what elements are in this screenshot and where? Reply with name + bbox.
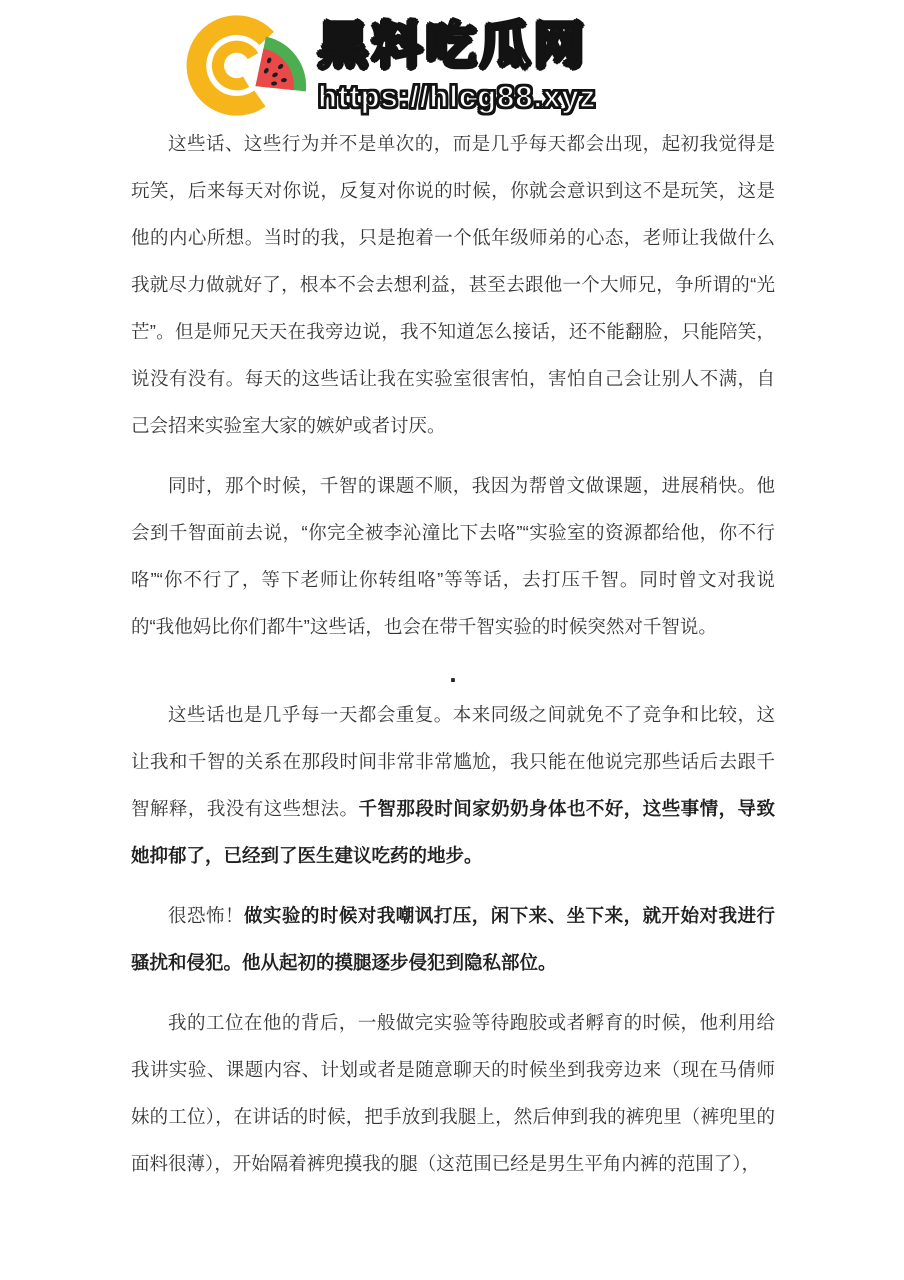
separator-dot: .	[449, 658, 457, 688]
paragraph-6	[131, 999, 775, 1187]
site-logo[interactable]	[186, 13, 904, 118]
paragraph-text: 我的工位在他的背后，一般做完实验等待跑胶或者孵育的时候，他利用给我讲实验、课题内容、计划或者是随意聊天的时候坐到我旁边来（现在马倩师妹的工位），在讲话的时候，把手放到我腿上，然后伸到我的裤兜里（裤兜里的面料很薄），开始隔着裤兜摸我的腿（这范围已经是男生平角内裤的范围了），	[131, 1012, 775, 1174]
paragraph-text-bold: 千智那段时间家奶奶身体也不好，这些事情，导致她抑郁了，已经到了医生建议吃药的地步。	[131, 798, 775, 866]
paragraph-5	[131, 892, 775, 986]
paragraph-4	[131, 691, 775, 879]
paragraph-2	[131, 462, 775, 650]
site-url-link[interactable]: https://hlcg88.xyz	[318, 79, 597, 114]
paragraph-1	[131, 120, 775, 449]
article-body	[131, 120, 775, 1187]
logo-text	[318, 13, 596, 115]
site-header	[0, 0, 904, 118]
paragraph-text: 很恐怖！	[168, 905, 244, 926]
paragraph-text: 这些话也是几乎每一天都会重复。本来同级之间就免不了竞争和比较，这让我和千智的关系在那段时间非常非常尴尬，我只能在他说完那些话后去跟千智解释，我没有这些想法。	[131, 704, 775, 819]
paragraph-text: 这些话、这些行为并不是单次的，而是几乎每天都会出现，起初我觉得是玩笑，后来每天对你说，反复对你说的时候，你就会意识到这不是玩笑，这是他的内心所想。当时的我，只是抱着一个低年级师弟的心态，老师让我做什么我就尽力做就好了，根本不会去想利益，甚至去跟他一个大师兄，争所谓的“光芒”。但是师兄天天在我旁边说，我不知道怎么接话，还不能翻脸，只能陪笑，说没有没有。每天的这些话让我在实验室很害怕，害怕自己会让别人不满，自己会招来实验室大家的嫉妒或者讨厌。	[131, 133, 775, 436]
site-title: 黑料吃瓜网	[318, 18, 588, 74]
paragraph-text-bold: 做实验的时候对我嘲讽打压，闲下来、坐下来，就开始对我进行骚扰和侵犯。他从起初的摸腿逐步侵犯到隐私部位。	[131, 905, 775, 973]
watermelon-logo-icon	[186, 13, 310, 118]
paragraph-text: 同时，那个时候，千智的课题不顺，我因为帮曾文做课题，进展稍快。他会到千智面前去说，“你完全被李沁潼比下去咯”“实验室的资源都给他，你不行咯”“你不行了，等下老师让你转组咯”等等话，去打压千智。同时曾文对我说的“我他妈比你们都牛”这些话，也会在带千智实验的时候突然对千智说。	[131, 475, 775, 637]
